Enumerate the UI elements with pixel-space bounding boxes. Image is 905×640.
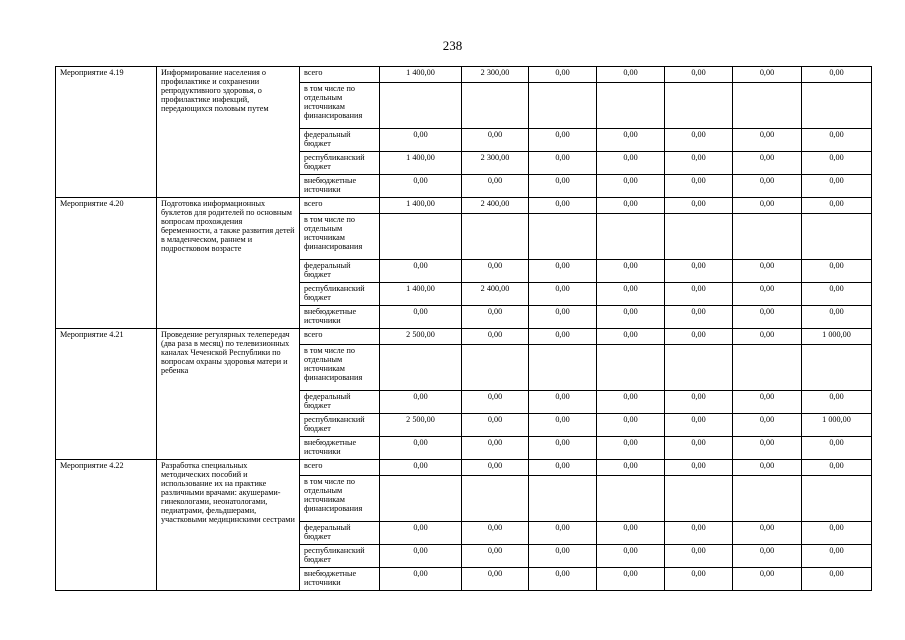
funding-source-cell: республиканский бюджет bbox=[300, 545, 380, 568]
amount-cell: 0,00 bbox=[665, 437, 733, 460]
amount-cell bbox=[529, 345, 597, 391]
amount-cell bbox=[462, 214, 529, 260]
amount-cell: 0,00 bbox=[802, 522, 872, 545]
amount-cell: 2 300,00 bbox=[462, 152, 529, 175]
amount-cell: 0,00 bbox=[597, 67, 665, 83]
amount-cell: 0,00 bbox=[733, 568, 802, 591]
amount-cell: 0,00 bbox=[802, 306, 872, 329]
funding-source-cell: внебюджетные источники bbox=[300, 306, 380, 329]
measure-description-cell: Подготовка информационных буклетов для родителей по основным вопросам прохождения беременности, а также развития детей в младенческом, раннем и подростковом возрасте bbox=[157, 198, 300, 329]
amount-cell: 0,00 bbox=[665, 391, 733, 414]
amount-cell: 0,00 bbox=[733, 522, 802, 545]
amount-cell bbox=[380, 83, 462, 129]
amount-cell: 0,00 bbox=[733, 545, 802, 568]
amount-cell: 2 300,00 bbox=[462, 67, 529, 83]
table-row bbox=[56, 460, 872, 476]
amount-cell: 0,00 bbox=[733, 329, 802, 345]
amount-cell: 0,00 bbox=[529, 67, 597, 83]
amount-cell: 0,00 bbox=[529, 437, 597, 460]
funding-source-cell: республиканский бюджет bbox=[300, 283, 380, 306]
amount-cell: 0,00 bbox=[733, 414, 802, 437]
amount-cell: 0,00 bbox=[462, 460, 529, 476]
amount-cell: 0,00 bbox=[733, 175, 802, 198]
funding-source-cell: внебюджетные источники bbox=[300, 175, 380, 198]
amount-cell: 0,00 bbox=[529, 306, 597, 329]
amount-cell: 0,00 bbox=[733, 260, 802, 283]
measure-id-cell: Мероприятие 4.22 bbox=[56, 460, 157, 591]
amount-cell: 0,00 bbox=[665, 460, 733, 476]
amount-cell: 1 400,00 bbox=[380, 283, 462, 306]
amount-cell: 2 400,00 bbox=[462, 283, 529, 306]
amount-cell: 0,00 bbox=[802, 152, 872, 175]
amount-cell: 1 400,00 bbox=[380, 152, 462, 175]
page-number: 238 bbox=[442, 38, 463, 53]
measure-description-cell: Проведение регулярных телепередач (два раза в месяц) по телевизионных каналах Чеченской Республики по вопросам охраны здоровья матери и ребенка bbox=[157, 329, 300, 460]
amount-cell: 0,00 bbox=[802, 283, 872, 306]
amount-cell: 0,00 bbox=[597, 152, 665, 175]
amount-cell: 0,00 bbox=[529, 522, 597, 545]
amount-cell bbox=[597, 345, 665, 391]
amount-cell: 0,00 bbox=[529, 460, 597, 476]
amount-cell: 0,00 bbox=[597, 260, 665, 283]
amount-cell bbox=[529, 83, 597, 129]
amount-cell bbox=[529, 476, 597, 522]
amount-cell: 1 400,00 bbox=[380, 198, 462, 214]
amount-cell: 0,00 bbox=[665, 568, 733, 591]
funding-source-cell: в том числе по отдельным источникам финансирования bbox=[300, 214, 380, 260]
amount-cell: 0,00 bbox=[529, 198, 597, 214]
amount-cell: 0,00 bbox=[665, 152, 733, 175]
amount-cell: 0,00 bbox=[462, 260, 529, 283]
amount-cell: 0,00 bbox=[597, 306, 665, 329]
amount-cell: 0,00 bbox=[462, 568, 529, 591]
amount-cell: 0,00 bbox=[802, 437, 872, 460]
amount-cell: 0,00 bbox=[802, 67, 872, 83]
funding-source-cell: в том числе по отдельным источникам финансирования bbox=[300, 83, 380, 129]
amount-cell: 0,00 bbox=[529, 283, 597, 306]
amount-cell bbox=[733, 83, 802, 129]
amount-cell: 0,00 bbox=[462, 437, 529, 460]
amount-cell bbox=[802, 476, 872, 522]
amount-cell bbox=[380, 345, 462, 391]
funding-source-cell: республиканский бюджет bbox=[300, 152, 380, 175]
funding-source-cell: федеральный бюджет bbox=[300, 522, 380, 545]
amount-cell: 0,00 bbox=[597, 568, 665, 591]
amount-cell: 0,00 bbox=[665, 414, 733, 437]
amount-cell bbox=[733, 476, 802, 522]
amount-cell: 0,00 bbox=[665, 67, 733, 83]
amount-cell: 0,00 bbox=[462, 329, 529, 345]
amount-cell: 0,00 bbox=[733, 437, 802, 460]
amount-cell: 0,00 bbox=[597, 391, 665, 414]
funding-source-cell: внебюджетные источники bbox=[300, 437, 380, 460]
amount-cell: 0,00 bbox=[462, 129, 529, 152]
amount-cell: 0,00 bbox=[665, 522, 733, 545]
amount-cell: 0,00 bbox=[529, 129, 597, 152]
amount-cell bbox=[733, 345, 802, 391]
amount-cell bbox=[802, 214, 872, 260]
amount-cell: 0,00 bbox=[665, 306, 733, 329]
amount-cell: 0,00 bbox=[802, 129, 872, 152]
table-row bbox=[56, 198, 872, 214]
amount-cell: 0,00 bbox=[665, 260, 733, 283]
measure-id-cell: Мероприятие 4.21 bbox=[56, 329, 157, 460]
amount-cell: 0,00 bbox=[380, 545, 462, 568]
amount-cell: 0,00 bbox=[665, 329, 733, 345]
amount-cell: 0,00 bbox=[802, 568, 872, 591]
table-row bbox=[56, 67, 872, 83]
amount-cell: 0,00 bbox=[462, 522, 529, 545]
amount-cell: 0,00 bbox=[529, 391, 597, 414]
funding-source-cell: всего bbox=[300, 460, 380, 476]
amount-cell bbox=[462, 476, 529, 522]
amount-cell: 0,00 bbox=[733, 306, 802, 329]
amount-cell: 0,00 bbox=[462, 545, 529, 568]
amount-cell bbox=[802, 83, 872, 129]
amount-cell: 0,00 bbox=[529, 414, 597, 437]
funding-source-cell: всего bbox=[300, 67, 380, 83]
amount-cell bbox=[597, 476, 665, 522]
amount-cell: 0,00 bbox=[665, 545, 733, 568]
amount-cell: 0,00 bbox=[462, 414, 529, 437]
amount-cell: 0,00 bbox=[802, 260, 872, 283]
amount-cell bbox=[733, 214, 802, 260]
amount-cell bbox=[597, 83, 665, 129]
amount-cell: 1 000,00 bbox=[802, 414, 872, 437]
funding-source-cell: всего bbox=[300, 198, 380, 214]
amount-cell: 0,00 bbox=[597, 437, 665, 460]
amount-cell: 0,00 bbox=[665, 129, 733, 152]
measure-description-cell: Разработка специальных методических пособий и использование их на практике различными врачами: акушерами-гинекологами, неонатологами, педиатрами, фельдшерами, участковыми медицинскими сестрами bbox=[157, 460, 300, 591]
amount-cell: 0,00 bbox=[380, 306, 462, 329]
amount-cell bbox=[665, 83, 733, 129]
amount-cell: 0,00 bbox=[529, 260, 597, 283]
amount-cell: 0,00 bbox=[597, 198, 665, 214]
amount-cell: 0,00 bbox=[597, 414, 665, 437]
amount-cell bbox=[665, 476, 733, 522]
amount-cell bbox=[665, 214, 733, 260]
amount-cell: 0,00 bbox=[529, 545, 597, 568]
amount-cell bbox=[802, 345, 872, 391]
amount-cell: 0,00 bbox=[597, 460, 665, 476]
amount-cell bbox=[462, 345, 529, 391]
amount-cell: 1 400,00 bbox=[380, 67, 462, 83]
budget-table bbox=[55, 66, 872, 591]
funding-source-cell: федеральный бюджет bbox=[300, 391, 380, 414]
amount-cell: 0,00 bbox=[380, 175, 462, 198]
amount-cell: 0,00 bbox=[597, 522, 665, 545]
measure-description-cell: Информирование населения о профилактике и сохранении репродуктивного здоровья, о профилактике инфекций, передающихся половым путем bbox=[157, 67, 300, 198]
amount-cell: 0,00 bbox=[802, 175, 872, 198]
amount-cell: 0,00 bbox=[380, 260, 462, 283]
amount-cell: 0,00 bbox=[802, 198, 872, 214]
amount-cell: 0,00 bbox=[802, 391, 872, 414]
amount-cell: 0,00 bbox=[529, 152, 597, 175]
amount-cell: 0,00 bbox=[665, 283, 733, 306]
amount-cell bbox=[665, 345, 733, 391]
amount-cell: 0,00 bbox=[380, 391, 462, 414]
amount-cell: 0,00 bbox=[733, 460, 802, 476]
measure-id-cell: Мероприятие 4.19 bbox=[56, 67, 157, 198]
amount-cell: 0,00 bbox=[529, 568, 597, 591]
amount-cell bbox=[462, 83, 529, 129]
funding-source-cell: всего bbox=[300, 329, 380, 345]
amount-cell bbox=[597, 214, 665, 260]
amount-cell: 0,00 bbox=[380, 437, 462, 460]
amount-cell bbox=[380, 476, 462, 522]
funding-source-cell: федеральный бюджет bbox=[300, 260, 380, 283]
amount-cell: 0,00 bbox=[802, 460, 872, 476]
amount-cell: 0,00 bbox=[380, 460, 462, 476]
budget-table-body bbox=[56, 67, 872, 591]
measure-id-cell: Мероприятие 4.20 bbox=[56, 198, 157, 329]
amount-cell: 0,00 bbox=[733, 129, 802, 152]
amount-cell: 2 500,00 bbox=[380, 414, 462, 437]
amount-cell: 0,00 bbox=[462, 306, 529, 329]
amount-cell: 0,00 bbox=[380, 522, 462, 545]
funding-source-cell: республиканский бюджет bbox=[300, 414, 380, 437]
amount-cell: 0,00 bbox=[380, 129, 462, 152]
amount-cell: 1 000,00 bbox=[802, 329, 872, 345]
amount-cell: 0,00 bbox=[380, 568, 462, 591]
amount-cell: 0,00 bbox=[597, 329, 665, 345]
amount-cell: 0,00 bbox=[665, 198, 733, 214]
amount-cell: 0,00 bbox=[597, 175, 665, 198]
amount-cell: 2 400,00 bbox=[462, 198, 529, 214]
amount-cell: 0,00 bbox=[733, 283, 802, 306]
amount-cell: 2 500,00 bbox=[380, 329, 462, 345]
funding-source-cell: федеральный бюджет bbox=[300, 129, 380, 152]
funding-source-cell: в том числе по отдельным источникам финансирования bbox=[300, 476, 380, 522]
amount-cell: 0,00 bbox=[529, 175, 597, 198]
amount-cell: 0,00 bbox=[529, 329, 597, 345]
amount-cell: 0,00 bbox=[462, 175, 529, 198]
amount-cell: 0,00 bbox=[733, 67, 802, 83]
amount-cell: 0,00 bbox=[597, 283, 665, 306]
amount-cell: 0,00 bbox=[665, 175, 733, 198]
amount-cell bbox=[529, 214, 597, 260]
funding-source-cell: в том числе по отдельным источникам финансирования bbox=[300, 345, 380, 391]
funding-source-cell: внебюджетные источники bbox=[300, 568, 380, 591]
amount-cell: 0,00 bbox=[597, 129, 665, 152]
amount-cell: 0,00 bbox=[733, 391, 802, 414]
amount-cell: 0,00 bbox=[597, 545, 665, 568]
table-row bbox=[56, 329, 872, 345]
amount-cell bbox=[380, 214, 462, 260]
amount-cell: 0,00 bbox=[462, 391, 529, 414]
amount-cell: 0,00 bbox=[733, 152, 802, 175]
amount-cell: 0,00 bbox=[733, 198, 802, 214]
amount-cell: 0,00 bbox=[802, 545, 872, 568]
